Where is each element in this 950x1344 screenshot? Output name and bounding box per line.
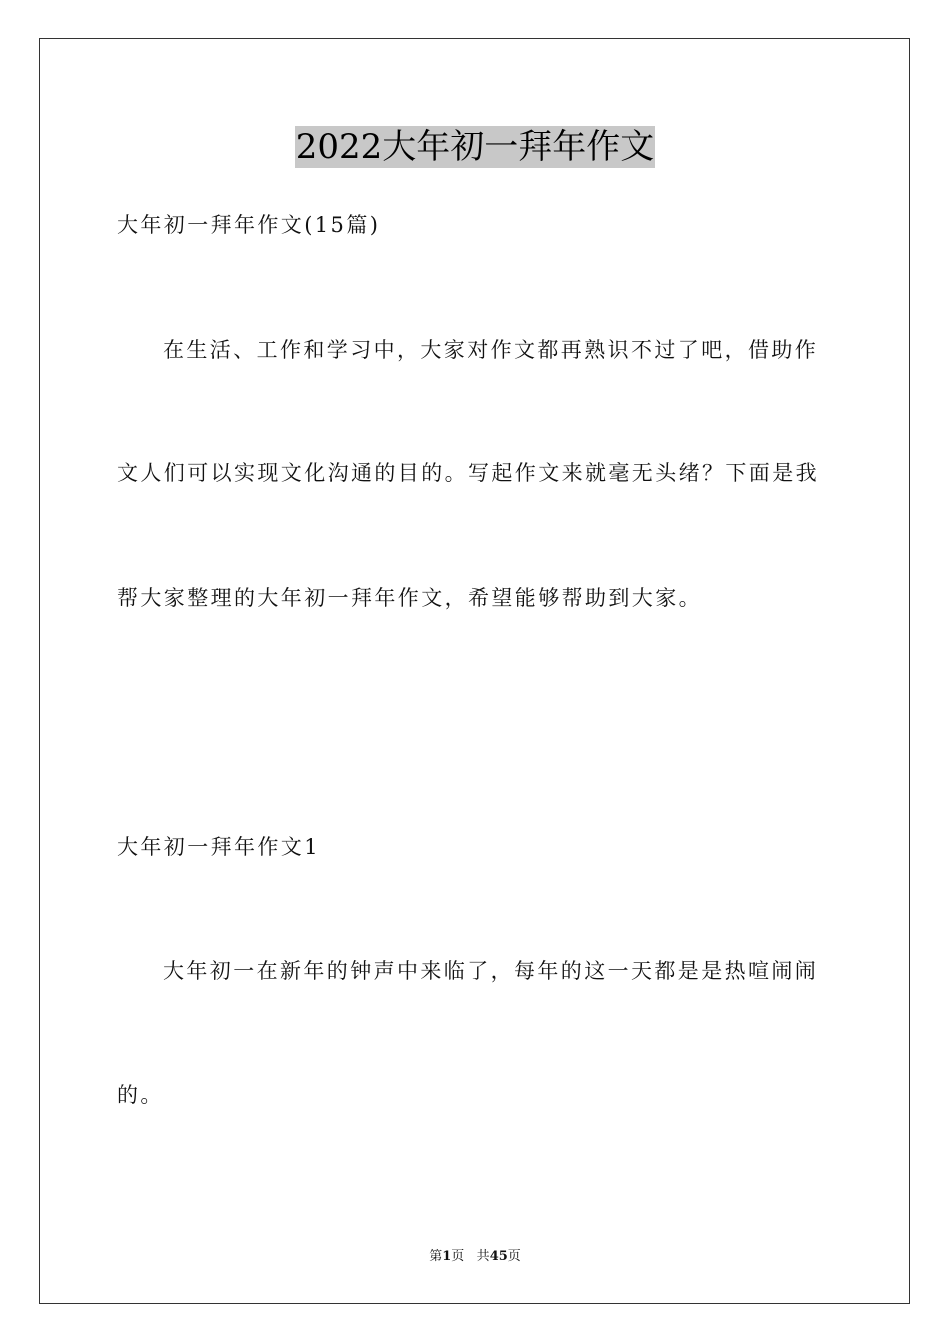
intro-line-1: 在生活、工作和学习中，大家对作文都再熟识不过了吧，借助作 — [163, 338, 819, 362]
intro-line-2: 文人们可以实现文化沟通的目的。写起作文来就毫无头绪？下面是我 — [117, 461, 819, 485]
footer-total-prefix: 共 — [476, 1249, 490, 1264]
footer-page-prefix: 第 — [429, 1249, 443, 1264]
page-footer — [0, 1248, 950, 1266]
intro-line-3: 帮大家整理的大年初一拜年作文，希望能够帮助到大家。 — [117, 586, 702, 610]
title-container — [0, 126, 950, 168]
section-line-2: 的。 — [117, 1083, 164, 1107]
document-subtitle: 大年初一拜年作文(15篇) — [117, 213, 381, 237]
footer-page-number: 1 — [442, 1249, 452, 1264]
footer-page-suffix: 页 — [451, 1249, 465, 1264]
section-heading: 大年初一拜年作文1 — [117, 835, 320, 859]
section-line-1: 大年初一在新年的钟声中来临了，每年的这一天都是是热喧闹闹 — [163, 959, 819, 983]
document-title: 2022大年初一拜年作文 — [295, 127, 655, 167]
footer-total-pages: 45 — [489, 1249, 508, 1264]
footer-total-suffix: 页 — [507, 1249, 521, 1264]
